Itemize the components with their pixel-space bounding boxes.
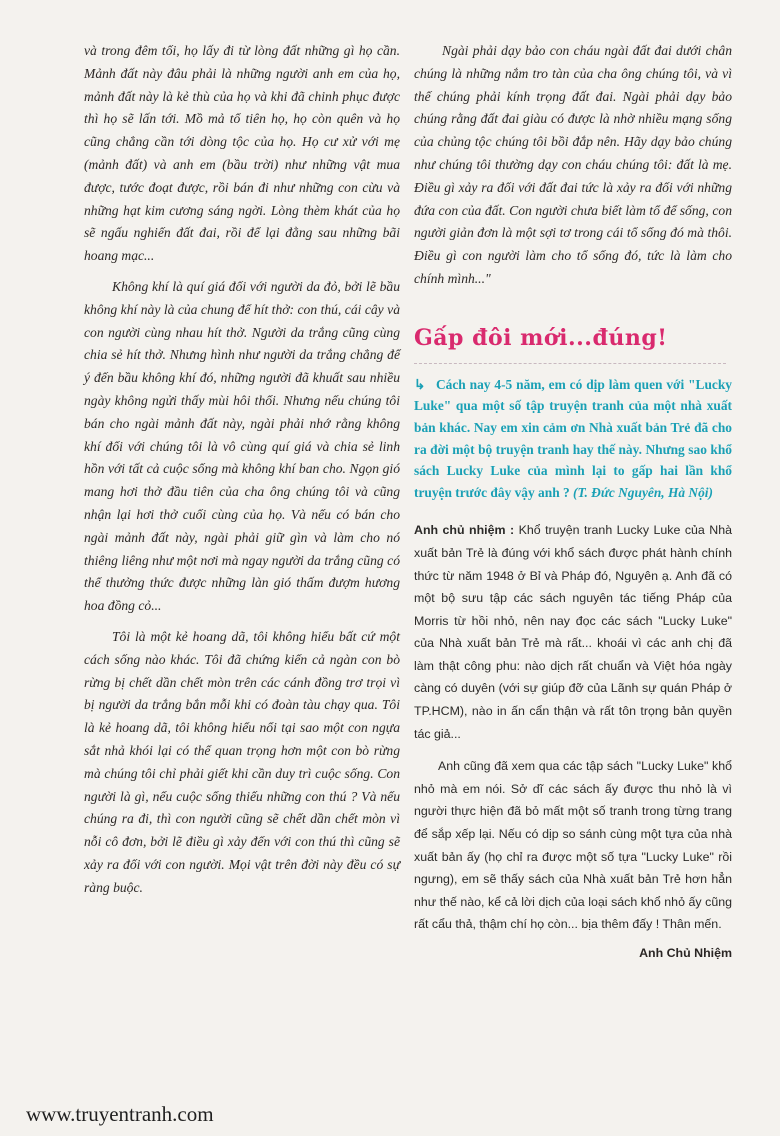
reply-lead: Anh chủ nhiệm : [414, 523, 515, 538]
reader-letter-signature: (T. Đức Nguyên, Hà Nội) [573, 484, 713, 500]
reader-letter [414, 374, 732, 504]
right-column [414, 40, 732, 960]
heading-divider [414, 363, 726, 364]
reply-paragraph-1 [414, 519, 732, 745]
arrow-icon: ↳ [414, 376, 426, 392]
left-paragraph-3: Tôi là một kẻ hoang dã, tôi không hiểu bất cứ một cách sống nào khác. Tôi đã chứng kiến cả ngàn con bò rừng bị chết dần chết mòn trên các cánh đồng trơ trọi vì bị người da trắng bắn mỗi khi có đoàn tàu chạy qua. Tôi là kẻ hoang dã, tôi không hiểu nổi tại sao một con ngựa sắt nhả khói lại có thể quan trọng hơn một con bò rừng mà chúng tôi chỉ phải giết khi cần duy trì cuộc sống. Con người là gì, nếu cuộc sống thiếu những con thú ? Và nếu chúng ra đi, thì con người cũng sẽ chết dần chết mòn vì nỗi cô đơn, bởi lẽ điều gì xảy đến với con thú thì cũng sẽ xảy ra đối với con người. Mọi vật trên đời này đều có sự ràng buộc. [84, 628, 400, 895]
editor-signature: Anh Chủ Nhiệm [639, 946, 732, 961]
left-paragraph-1: và trong đêm tối, họ lấy đi từ lòng đất những gì họ cần. Mảnh đất này đâu phải là những người anh em của họ, mảnh đất này là kẻ thù của họ và khi đã chinh phục được thì họ sẽ lấn tới. Mồ mả tổ tiên họ, họ còn quên và họ cũng chẳng cần tới dòng tộc của họ. Họ cư xử với mẹ (mảnh đất) và anh em (bầu trời) như những vật mua được, tước đoạt được, rồi bán đi như những con cừu và những hạt kim cương sáng ngời. Lòng thèm khát của họ sẽ ngấu nghiến đất đai, rồi để lại đằng sau những bãi hoang mạc... [84, 43, 400, 264]
reply-text-1: Khổ truyện tranh Lucky Luke của Nhà xuất bản Trẻ là đúng với khổ sách được phát hành chính thức từ năm 1948 ở Bỉ và Pháp đó, Nguyên ạ. Anh đã có một bộ sưu tập các sách nguyên tác tiếng Pháp của Morris từ hồi nhỏ, nên nay đọc các sách "Lucky Luke" của Nhà xuất bản Trẻ mà rất... khoái vì các anh chị đã làm thật công phu: nào dịch rất chuẩn và Việt hóa ngày càng có duyên (với sự giúp đỡ của Lãnh sự quán Pháp ở TP.HCM), nào in ấn cẩn thận và rất tôn trọng bản quyền tác giả... [414, 523, 732, 741]
site-watermark: www.truyentranh.com [26, 1102, 214, 1126]
section-heading: Gấp đôi mới...đúng! [414, 324, 668, 351]
right-paragraph-1: Ngài phải dạy bảo con cháu ngài đất đai dưới chân chúng là những nắm tro tàn của cha ông chúng tôi, và vì thế chúng phải kính trọng đất đai. Ngài phải dạy bảo chúng rằng đất đai giàu có được là nhờ nhiều mạng sống của chủng tộc chúng tôi bồi đắp nên. Hãy dạy bảo chúng như chúng tôi thường dạy con cháu chúng tôi: đất là mẹ. Điều gì xảy ra đối với đất đai tức là xảy ra đối với những đứa con của đất. Con người chưa biết làm tổ để sống, con người giản đơn là một sợi tơ trong cái tổ sống đó mà thôi. Điều gì con người làm cho tổ sống đó, tức là làm cho chính mình..." [414, 43, 732, 286]
reply-paragraph-2: Anh cũng đã xem qua các tập sách "Lucky Luke" khổ nhỏ mà em nói. Sở dĩ các sách ấy được thu nhỏ là vì người thực hiện đã bỏ mất một số tranh trong từng trang để sắp xếp lại. Nếu có dịp so sánh cùng một tựa của nhà xuất bản ấy (họ chỉ ra được một số tựa "Lucky Luke" rồi ngưng), em sẽ thấy sách của Nhà xuất bản Trẻ hơn hẳn như thế nào, kể cả lời dịch của loại sách khổ nhỏ ấy cũng rất cẩu thả, thậm chí họ còn... bịa thêm đấy ! Thân mến. [414, 759, 732, 932]
left-paragraph-2: Không khí là quí giá đối với người da đỏ, bởi lẽ bầu không khí này là của chung để hít thở: con thú, cái cây và con người cùng nhau hít thở. Người da trắng cũng cùng chia sẻ hít thở. Nhưng hình như người da trắng chẳng để ý đến bầu không khí đó, những người đã khuất sau nhiều ngày không ngửi thấy mùi hôi thối. Nhưng nếu chúng tôi bán cho ngài mảnh đất này, ngài phải nhớ rằng không khí đối với chúng tôi là vô cùng quí giá và chia sẻ linh hồn với tất cả cuộc sống mà không khí ban cho. Ngọn gió mang hơi thở đầu tiên của cha ông chúng tôi và cũng nhận lại hơi thở cuối cùng của họ. Và nếu có bán cho ngài mảnh đất này, ngài phải giữ gìn và làm cho nó thiêng liêng như một nơi mà ngay người da trắng cũng có thể thưởng thức được những làn gió thấm đượm hương hoa đồng cỏ... [84, 278, 400, 614]
reader-letter-text: Cách nay 4-5 năm, em có dịp làm quen với "Lucky Luke" qua một số tập truyện tranh của một nhà xuất bản khác. Nay em xin cảm ơn Nhà xuất bản Trẻ đã cho ra đời một bộ truyện tranh hay thế này. Nhưng sao khổ sách Lucky Luke của mình lại to gấp hai lần khổ truyện trước đây vậy anh ? [414, 376, 732, 500]
left-column [84, 40, 400, 907]
